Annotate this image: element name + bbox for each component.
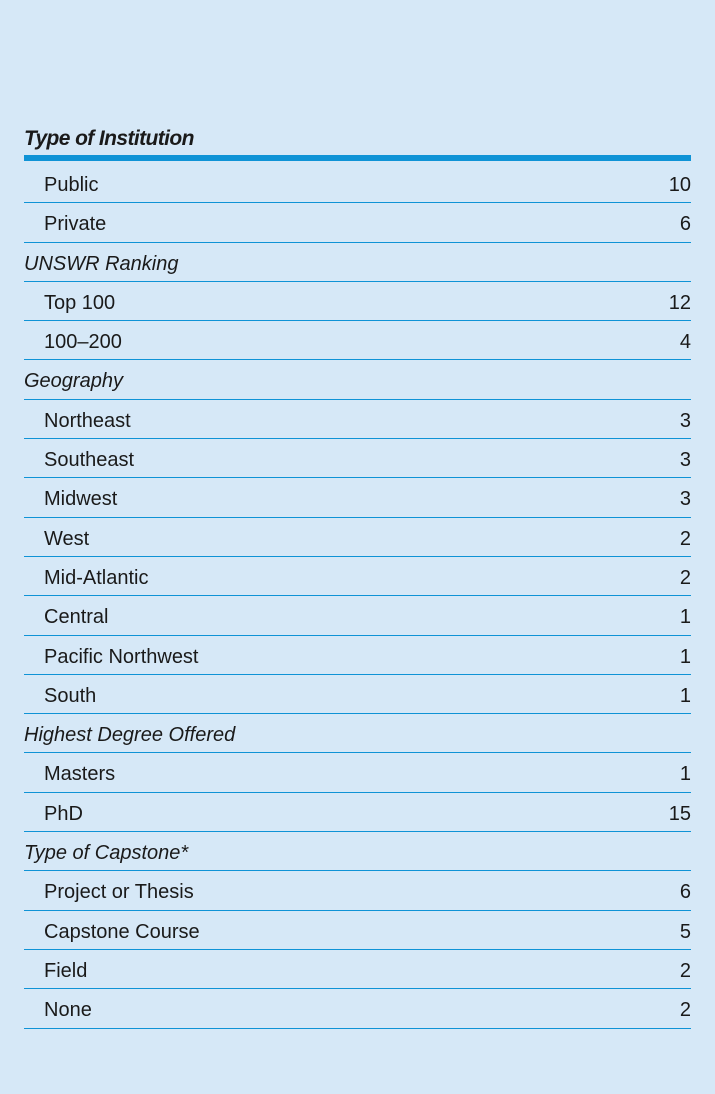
table-row	[24, 950, 691, 989]
row-value: 6	[679, 881, 691, 904]
row-value: 3	[679, 449, 691, 472]
row-label: Capstone Course	[44, 920, 200, 943]
row-value: 2	[679, 999, 691, 1022]
row-value: 1	[679, 763, 691, 786]
row-label: Midwest	[44, 488, 118, 511]
table-row	[24, 989, 691, 1028]
table-row	[24, 871, 691, 910]
table-row	[24, 321, 691, 360]
row-label: Pacific Northwest	[44, 645, 199, 668]
row-label: Public	[44, 174, 99, 196]
table-row	[24, 518, 691, 557]
table-rows	[24, 164, 691, 1029]
row-label: Top 100	[44, 291, 116, 314]
row-label: Southeast	[44, 449, 135, 472]
section-header-label: Highest Degree Offered	[24, 724, 236, 747]
row-label: South	[44, 684, 97, 707]
row-value: 5	[679, 920, 691, 943]
row-value: 1	[679, 684, 691, 707]
table-row	[24, 439, 691, 478]
row-label: None	[44, 999, 92, 1022]
row-value: 12	[668, 291, 691, 314]
row-value: 2	[679, 527, 691, 550]
table-row	[24, 753, 691, 792]
row-value: 1	[679, 645, 691, 668]
title-rule	[24, 155, 691, 161]
table-row	[24, 911, 691, 950]
row-value: 3	[679, 409, 691, 432]
row-label: Field	[44, 959, 88, 982]
row-value: 2	[679, 959, 691, 982]
section-header-label: Type of Capstone*	[24, 842, 189, 865]
row-value: 1	[679, 606, 691, 629]
section-header-row	[24, 714, 691, 753]
table-row	[24, 203, 691, 242]
row-value: 15	[668, 802, 691, 825]
table-title: Type of Institution	[24, 127, 194, 150]
table-row	[24, 596, 691, 635]
table-row	[24, 478, 691, 517]
table-row	[24, 557, 691, 596]
section-header-label: Geography	[24, 370, 123, 393]
row-value: 10	[668, 174, 691, 196]
section-header-row	[24, 243, 691, 282]
row-value: 6	[679, 213, 691, 236]
row-label: 100–200	[44, 331, 122, 354]
row-label: West	[44, 527, 90, 550]
row-value: 4	[679, 331, 691, 354]
table-row	[24, 793, 691, 832]
row-value: 3	[679, 488, 691, 511]
row-label: PhD	[44, 802, 83, 825]
row-label: Private	[44, 213, 107, 236]
row-label: Northeast	[44, 409, 131, 432]
table-row	[24, 164, 691, 203]
table-row	[24, 636, 691, 675]
section-header-label: UNSWR Ranking	[24, 252, 179, 275]
table-row	[24, 282, 691, 321]
table-row	[24, 675, 691, 714]
row-label: Mid-Atlantic	[44, 566, 149, 589]
row-label: Central	[44, 606, 109, 629]
section-header-row	[24, 832, 691, 871]
row-label: Project or Thesis	[44, 881, 194, 904]
row-label: Masters	[44, 763, 116, 786]
row-value: 2	[679, 566, 691, 589]
section-header-row	[24, 360, 691, 399]
table-row	[24, 400, 691, 439]
